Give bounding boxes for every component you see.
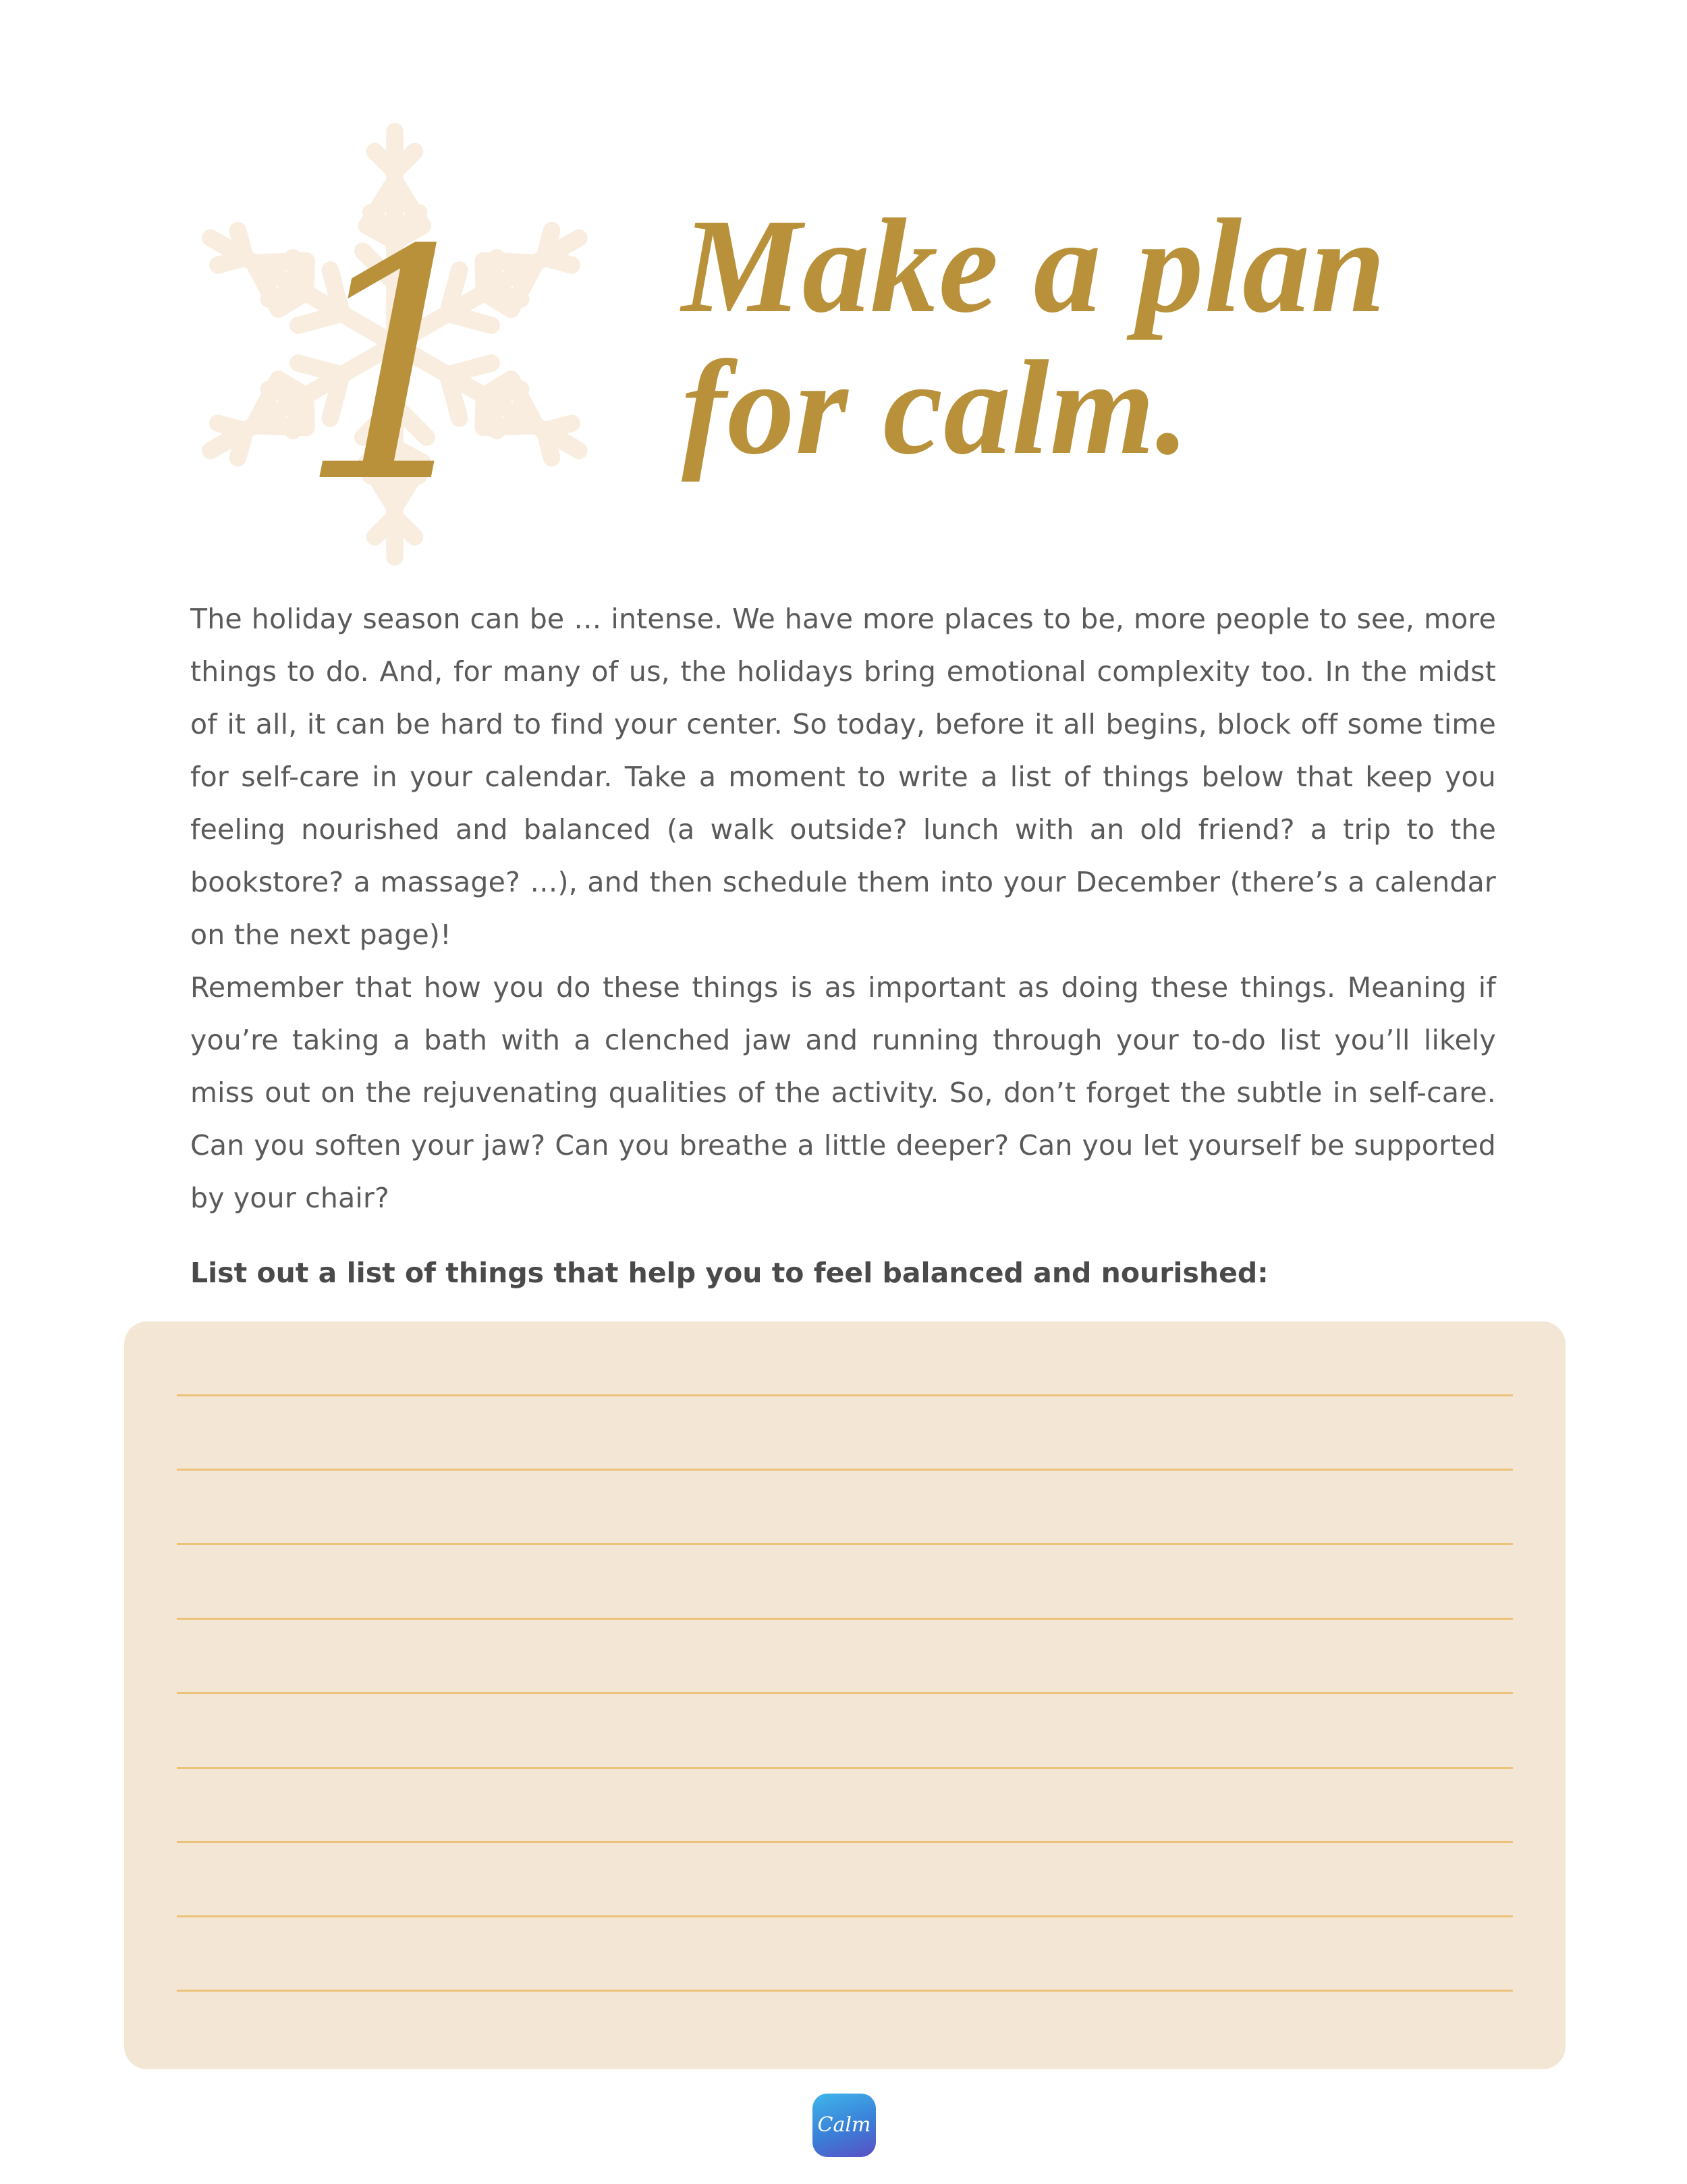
worksheet-prompt: List out a list of things that help you to feel balanced and nourished: — [190, 1257, 1269, 1289]
writing-line[interactable] — [177, 1841, 1513, 1843]
intro-paragraph: The holiday season can be … intense. We have more places to be, more people to see, more things to do. And, for many of us, the holidays bring emotional complexity too. In the midst of it all, it can be hard to find your center. So today, before it all begins, block off some time for self-care in your calendar. Take a moment to write a list of things below that keep you feeling nourished and balanced (a walk outside? lunch with an old friend? a trip to the bookstore? a massage? …), and then schedule them into your December (there’s a calendar on the next page)! — [190, 603, 1496, 951]
reminder-paragraph: Remember that how you do these things is as important as doing these things. Meaning if you’re taking a bath with a clenched jaw and running through your to-do list you’ll likely miss out on the rejuvenating qualities of the activity. So, don’t forget the subtle in self-care. Can you soften your jaw? Can you breathe a little deeper? Can you let yourself be supported by your chair? — [190, 971, 1496, 1214]
writing-line[interactable] — [177, 1394, 1513, 1396]
writing-line[interactable] — [177, 1469, 1513, 1471]
title-line-1: Make a plan — [682, 192, 1387, 341]
hero-graphic — [175, 121, 614, 567]
writing-line[interactable] — [177, 1543, 1513, 1545]
day-number: 1 — [297, 183, 499, 552]
page-title — [682, 192, 1387, 483]
writing-line[interactable] — [177, 1692, 1513, 1694]
writing-line[interactable] — [177, 1767, 1513, 1769]
writing-line[interactable] — [177, 1915, 1513, 1917]
writing-area[interactable] — [124, 1321, 1566, 2069]
logo-text: Calm — [817, 2113, 871, 2137]
writing-line[interactable] — [177, 1618, 1513, 1620]
calm-logo-icon — [812, 2094, 876, 2157]
title-line-2: for calm. — [682, 333, 1190, 483]
writing-line[interactable] — [177, 1990, 1513, 1992]
